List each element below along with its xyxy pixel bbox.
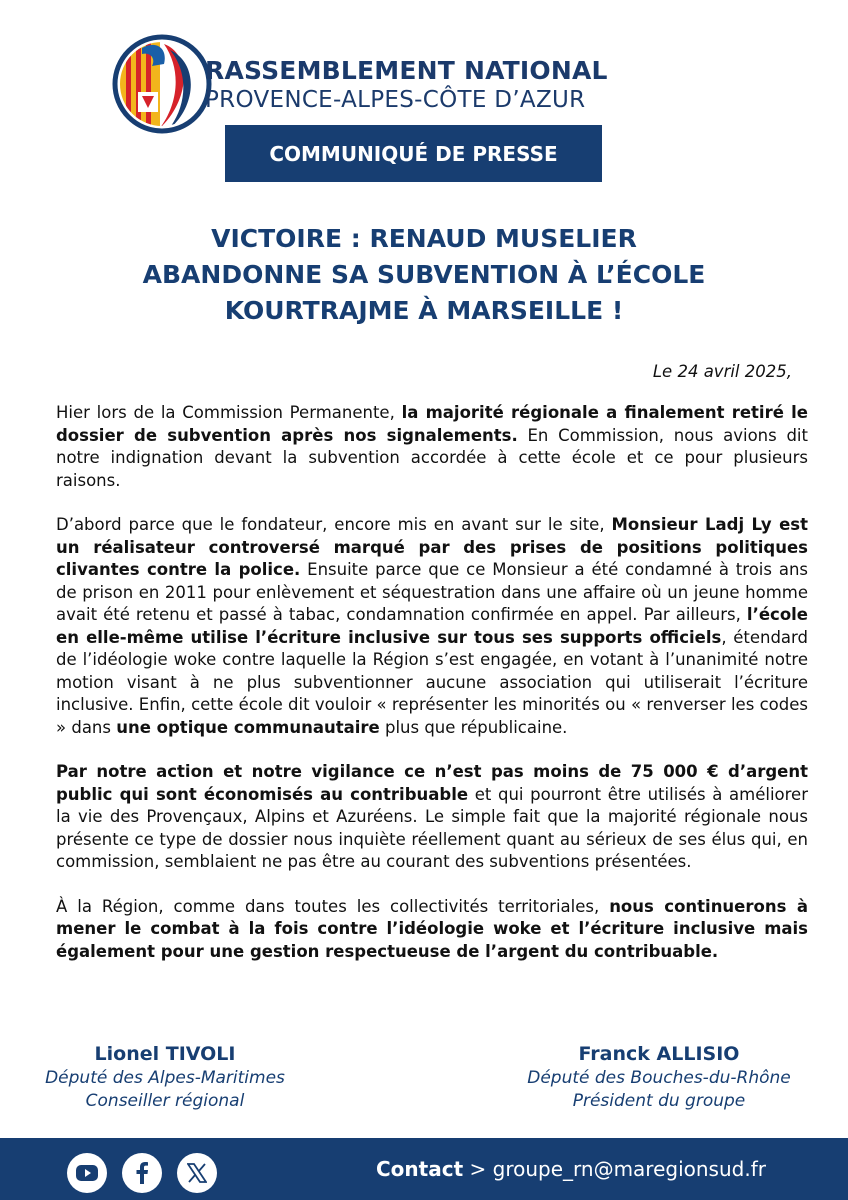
paragraph: Par notre action et notre vigilance ce n’est pas moins de 75 000 € d’argent public qui sont économisés au contribuable et qui pourront être utilisés à améliorer la vie des Provençaux, Alpins et Azuréens. Le simple fait que la majorité régionale nous présente ce type de dossier nous inquiète réellement quant au sérieux de ses élus qui, en commission, semblaient ne pas être au courant des subventions présentées. [56, 762, 808, 871]
x-icon[interactable] [177, 1153, 217, 1193]
signatory-role: Président du groupe [572, 1091, 746, 1111]
signatory-role: Député des Alpes-Maritimes [45, 1068, 285, 1088]
signatory-role: Député des Bouches-du-Rhône [527, 1068, 791, 1088]
signatory-role: Conseiller régional [85, 1091, 245, 1111]
paragraph: Hier lors de la Commission Permanente, la majorité régionale a finalement retiré le dossier de subvention après nos signalements. En Commission, nous avions dit notre indignation devant la subvention accordée à cette école et ce pour plusieurs raisons. [56, 403, 808, 490]
headline-line: ABANDONNE SA SUBVENTION À L’ÉCOLE [142, 260, 706, 289]
paragraph: D’abord parce que le fondateur, encore mis en avant sur le site, Monsieur Ladj Ly est un réalisateur controversé marqué par des prises de positions politiques clivantes contre la police. Ensuite parce que ce Monsieur a été condamné à trois ans de prison en 2011 pour enlèvement et séquestration dans une affaire où un jeune homme avait été retenu et passé à tabac, condamnation confirmée en appel. Par ailleurs, l’école en elle-même utilise l’écriture inclusive sur tous ses supports officiels, étendard de l’idéologie woke contre laquelle la Région s’est engagée, en votant à l’unanimité notre motion visant à ne plus subventionner aucune association qui utiliserait l’écriture inclusive. Enfin, cette école dit vouloir « représenter les minorités ou « renverser les codes » dans une optique communautaire plus que républicaine. [56, 515, 808, 737]
facebook-icon[interactable] [122, 1153, 162, 1193]
contact-email[interactable]: groupe_rn@maregionsud.fr [492, 1157, 766, 1181]
youtube-icon[interactable] [67, 1153, 107, 1193]
signature-right [500, 1041, 818, 1113]
paragraph: À la Région, comme dans toutes les collectivités territoriales, nous continuerons à mener le combat à la fois contre l’idéologie woke et l’écriture inclusive mais également pour une gestion respectueuse de l’argent du contribuable. [56, 896, 808, 961]
signatory-name: Lionel TIVOLI [94, 1043, 236, 1065]
headline [60, 221, 788, 329]
signatory-name: Franck ALLISIO [578, 1043, 740, 1065]
contact-line [376, 1157, 766, 1181]
headline-line: VICTOIRE : RENAUD MUSELIER [211, 224, 637, 253]
date: Le 24 avril 2025, [652, 362, 792, 381]
body-text [56, 402, 808, 985]
press-release-banner: COMMUNIQUÉ DE PRESSE [225, 125, 602, 182]
signature-left [20, 1041, 310, 1113]
org-region: PROVENCE-ALPES-CÔTE D’AZUR [205, 87, 586, 113]
rn-logo-icon [112, 30, 212, 138]
contact-label: Contact [376, 1157, 464, 1181]
org-name: RASSEMBLEMENT NATIONAL [205, 56, 608, 85]
contact-separator: > [463, 1157, 493, 1181]
header [0, 0, 848, 200]
headline-line: KOURTRAJME À MARSEILLE ! [224, 296, 624, 325]
